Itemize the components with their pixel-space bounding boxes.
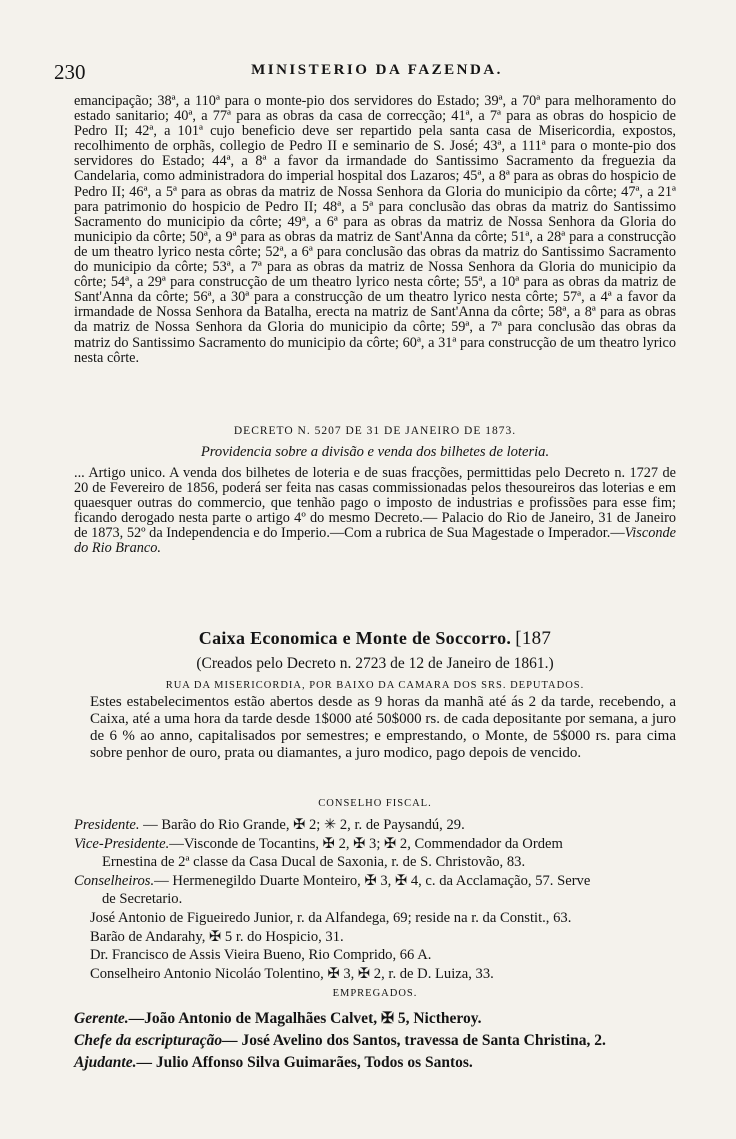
decree-subtitle: Providencia sobre a divisão e venda dos bilhetes de loteria.: [200, 444, 550, 460]
lottery-list-section: [74, 94, 676, 366]
gerente-name: —João Antonio de Magalhães Calvet, ✠ 5, Nictheroy.: [128, 1010, 482, 1027]
caixa-created: (Creados pelo Decreto n. 2723 de 12 de Janeiro de 1861.): [196, 655, 554, 672]
caixa-title-line: [74, 628, 676, 650]
running-head: MINISTERIO DA FAZENDA.: [251, 62, 503, 78]
empregados-section: [74, 988, 676, 1074]
empregados-list: [74, 1008, 676, 1074]
caixa-section: [74, 628, 676, 762]
vice-line-2: Ernestina de 2ª classe da Casa Ducal de Saxonia, r. de S. Christovão, 83.: [102, 854, 526, 871]
presidente-line: [74, 816, 676, 835]
conselheiros-role: Conselheiros.: [74, 872, 155, 889]
ajudante-line: [74, 1052, 676, 1074]
caixa-address: RUA DA MISERICORDIA, POR BAIXO DA CAMARA DOS SRS. DEPUTADOS.: [165, 680, 585, 691]
decree-text: [74, 466, 676, 557]
conselheiro-1-cont: de Secretario.: [102, 891, 183, 908]
conselheiros-line: [74, 872, 676, 891]
gerente-role: Gerente.: [74, 1010, 129, 1027]
gerente-line: [74, 1008, 676, 1030]
vice-role: Vice-Presidente.: [74, 835, 170, 852]
conselho-heading: CONSELHO FISCAL.: [318, 798, 432, 809]
chefe-role: Chefe da escripturação—: [74, 1032, 238, 1049]
conselho-list: [74, 816, 676, 983]
caixa-title: Caixa Economica e Monte de Soccorro.: [198, 628, 512, 648]
presidente-role: Presidente.: [74, 817, 140, 833]
chefe-line: [74, 1030, 676, 1052]
empregados-heading: EMPREGADOS.: [332, 988, 418, 999]
conselheiro-1: — Hermenegildo Duarte Monteiro, ✠ 3, ✠ 4, c. da Acclamação, 57. Serve: [154, 872, 591, 889]
vice-line: [74, 835, 676, 854]
presidente-name: — Barão do Rio Grande, ✠ 2; ✳ 2, r. de Paysandú, 29.: [143, 817, 465, 833]
caixa-ref: [187: [515, 628, 552, 649]
vice-name: —Visconde de Tocantins, ✠ 2, ✠ 3; ✠ 2, Commendador da Ordem: [169, 835, 563, 852]
decree-heading: DECRETO N. 5207 DE 31 DE JANEIRO DE 1873.: [233, 425, 517, 437]
decree-section: [74, 425, 676, 557]
chefe-name: José Avelino dos Santos, travessa de Santa Christina, 2.: [241, 1032, 606, 1049]
conselheiro-2: José Antonio de Figueiredo Junior, r. da Alfandega, 69; reside na r. da Constit., 63.: [90, 909, 572, 926]
decree-body: ... Artigo unico. A venda dos bilhetes de loteria e de suas fracções, permittidas pelo Decreto n. 1727 de 20 de Fevereiro de 1856, poderá ser feita nas casas commissionadas pelos thesoureiros das loterias e em quaesquer outras do commercio, que tenhão pago o imposto de industrias e profissões para esse fim; ficando derogado nesta parte o artigo 4º do mesmo Decreto.— Palacio do Rio de Janeiro, 31 de Janeiro de 1873, 52º da Independencia e do Imperio.—Com a rubrica de Sua Magestade o Imperador.—: [74, 465, 676, 542]
conselheiro-3: Barão de Andarahy, ✠ 5 r. do Hospicio, 31.: [90, 928, 344, 945]
ajudante-name: — Julio Affonso Silva Guimarães, Todos os Santos.: [136, 1054, 473, 1071]
page-header: [54, 58, 700, 86]
page-number: 230: [54, 60, 86, 84]
decree-signature: Visconde do Rio Branco.: [74, 525, 676, 557]
caixa-text: Estes estabelecimentos estão abertos desde as 9 horas da manhã até ás 2 da tarde, recebendo, a Caixa, até a uma hora da tarde desde 1$000 até 50$000 rs. de cada depositante por semana, a juro de 6 % ao anno, capitalisados por semestres; e emprestando, o Monte, de 5$000 rs. para cima sobre penhor de ouro, prata ou diamantes, a juro modico, pago depois de vencido.: [90, 694, 676, 761]
lottery-paragraph: emancipação; 38ª, a 110ª para o monte-pio dos servidores do Estado; 39ª, a 70ª para melhoramento do estado sanitario; 40ª, a 77ª para as obras da casa de correcção; 41ª, a 7ª para as obras do hospicio de Pedro II; 42ª, a 101ª cujo beneficio deve ser repartido pela santa casa de Misericordia, expostos, recolhimento de orphãs, collegio de Pedro II e seminario de S. José; 43ª, a 111ª para o monte-pio dos servidores do Estado; 44ª, a 8ª a favor da irmandade do Santissimo Sacramento da freguezia da Candelaria, como administradora do imperial hospital dos Lazaros; 45ª, a 8ª para as obras do hospicio de Pedro II; 46ª, a 5ª para as obras da matriz de Nossa Senhora da Gloria do municipio da côrte; 47ª, a 21ª para patrimonio do hospicio de Pedro II; 48ª, a 5ª para conclusão das obras da matriz do Santissimo Sacramento do municipio da côrte; 49ª, a 6ª para as obras da matriz de Nossa Senhora da Gloria do municipio da côrte; 50ª, a 9ª para as obras da matriz de Sant'Anna da côrte; 51ª, a 28ª para a construcção de um theatro lyrico nesta côrte; 52ª, a 6ª para conclusão das obras da matriz do Santissimo Sacramento do municipio da côrte; 53ª, a 7ª para as obras da matriz de Nossa Senhora da Gloria do municipio da côrte; 54ª, a 29ª para construcção de um theatro lyrico nesta côrte; 55ª, a 10ª para as obras da matriz de Sant'Anna da côrte; 56ª, a 30ª para a construcção de um theatro lyrico nesta côrte; 57ª, a 4ª a favor da irmandade de Nossa Senhora da Batalha, erecta na matriz de Sant'Anna da côrte; 58ª, a 8ª para as obras da matriz de Nossa Senhora da Gloria do municipio da côrte; 59ª, a 7ª para conclusão das obras da matriz do Santissimo Sacramento do municipio da côrte; 60ª, a 31ª para construcção de um theatro lyrico nesta côrte.: [74, 93, 676, 366]
conselheiro-5: Conselheiro Antonio Nicoláo Tolentino, ✠ 3, ✠ 2, r. de D. Luiza, 33.: [90, 965, 494, 982]
ajudante-role: Ajudante.: [74, 1054, 137, 1071]
conselho-section: [74, 798, 676, 983]
conselheiro-4: Dr. Francisco de Assis Vieira Bueno, Rio Comprido, 66 A.: [90, 947, 432, 964]
